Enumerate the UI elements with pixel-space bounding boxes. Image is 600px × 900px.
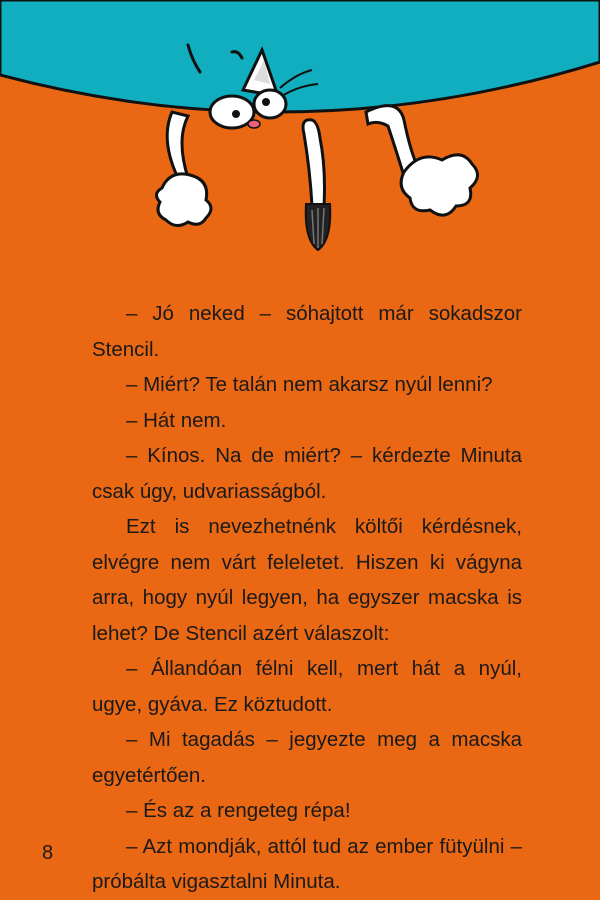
paragraph: – Kínos. Na de miért? – kérdezte Minuta csak úgy, udvariasságból. <box>92 444 522 503</box>
cat-right-paw <box>366 106 478 216</box>
paragraph: Ezt is nevezhetnénk költői kérdésnek, elvégre nem várt feleletet. Hiszen ki vágyna arra, hogy nyúl legyen, ha egyszer macska is lehet? De Stencil azért válaszolt: <box>92 515 522 645</box>
paragraph: – Hát nem. <box>126 408 227 432</box>
page-number: 8 <box>42 842 54 864</box>
paragraph: – Jó neked – sóhajtott már sokadszor Stencil. <box>92 302 522 361</box>
sky <box>0 0 600 112</box>
cat-middle-leg <box>303 120 330 250</box>
paragraph: – Miért? Te talán nem akarsz nyúl lenni? <box>126 373 493 396</box>
paragraph: – Azt mondják, attól tud az ember fütyülni – próbálta vigasztalni Minuta. <box>92 834 522 893</box>
cat-illustration <box>0 0 600 270</box>
paragraph: – Mi tagadás – jegyezte meg a macska egyetértően. <box>92 728 522 787</box>
paragraph: – És az a rengeteg répa! <box>126 799 351 822</box>
paragraph: – Állandóan félni kell, mert hát a nyúl, ugye, gyáva. Ez köztudott. <box>92 657 522 716</box>
cat-left-paw <box>156 112 211 226</box>
story-text <box>92 296 522 900</box>
